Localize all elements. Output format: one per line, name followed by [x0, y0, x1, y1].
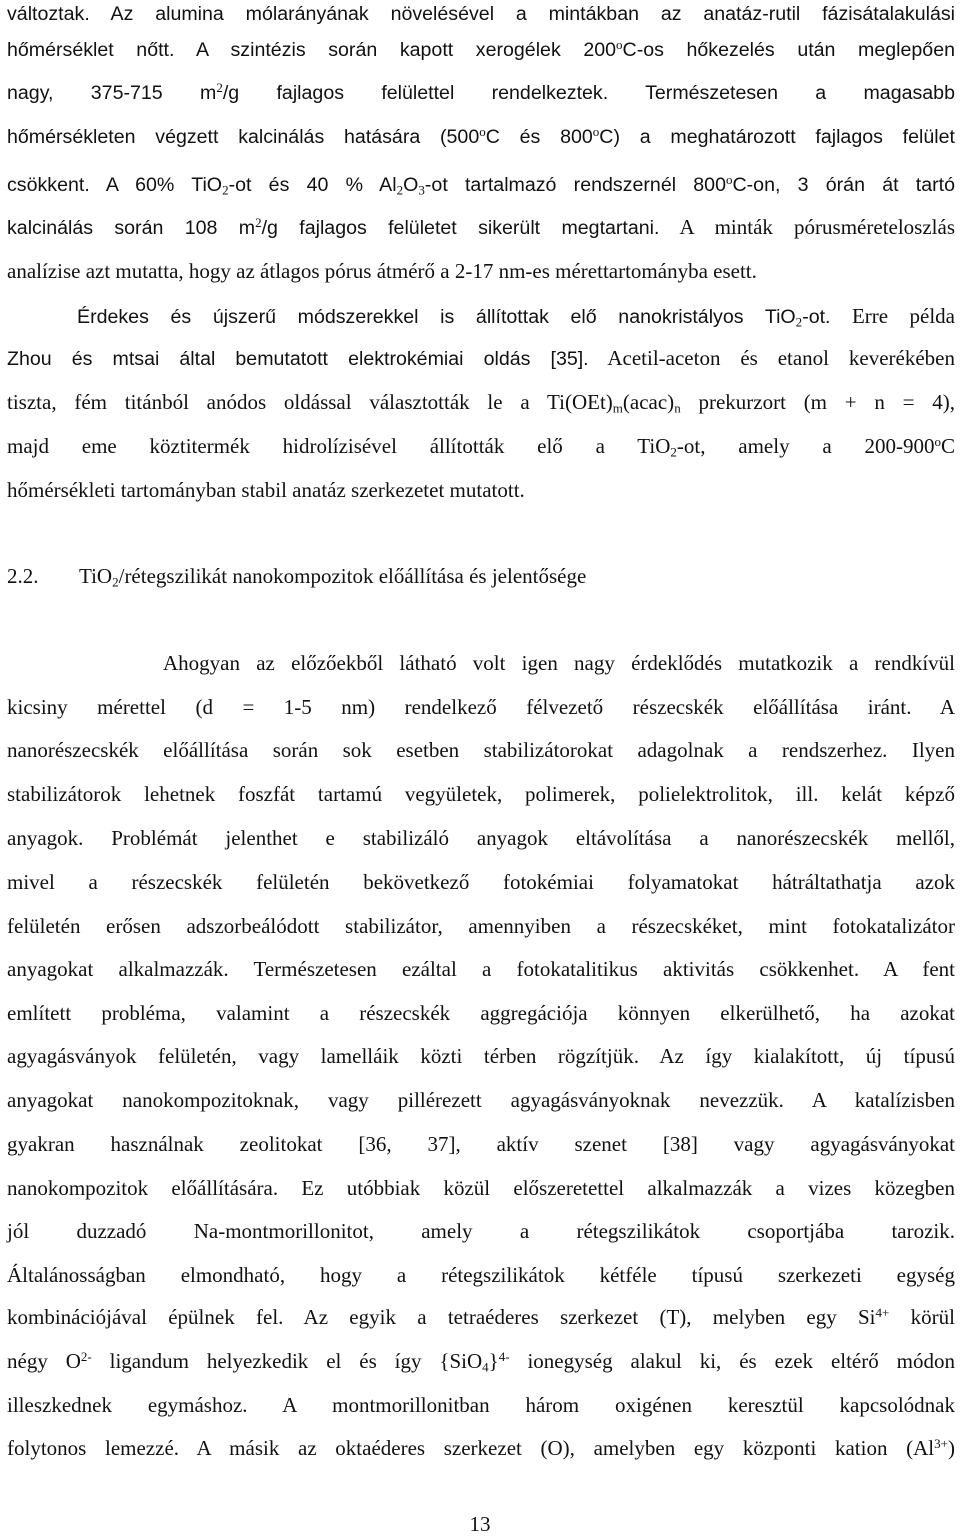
text-line [7, 477, 955, 503]
text-line [7, 36, 955, 63]
text-span: ionegység alakul ki, és ezek eltérő módon [509, 1349, 955, 1373]
text-span: analízise azt mutatta, hogy az átlagos pórus átmérő a 2-17 nm-es mérettartományba esett. [7, 259, 757, 283]
text-line [7, 1348, 955, 1374]
text-span: Ahogyan az előzőekből látható volt igen nagy érdeklődés mutatkozik a rendkívül [163, 651, 955, 675]
text-span: jól duzzadó Na-montmorillonitot, amely a rétegszilikátok csoportjába tarozik. [7, 1219, 955, 1243]
superscript: 4- [498, 1348, 510, 1364]
text-line [7, 0, 955, 27]
text-span: Természetesen a magasabb [608, 82, 955, 104]
text-span: hőmérsékleti tartományban stabil anatáz szerkezetet mutatott. [7, 478, 525, 502]
section-number: 2.2. [7, 564, 39, 588]
text-line [7, 694, 955, 720]
text-line [7, 1043, 955, 1069]
text-line [7, 869, 955, 895]
text-span: anyagokat alkalmazzák. Természetesen ezáltal a fotokatalitikus aktivitás csökkenhet. A fent [7, 957, 955, 981]
text-line [7, 214, 955, 241]
text-span: tiszta, fém titánból anódos oldással választották le a Ti(OEt) [7, 390, 613, 414]
text-span: -ot és 40 % Al [228, 174, 397, 196]
text-line [7, 389, 955, 415]
text-line [163, 650, 955, 676]
text-line [7, 781, 955, 807]
subscript: 4 [482, 1359, 489, 1375]
superscript: 4+ [875, 1304, 890, 1320]
text-line [7, 1392, 955, 1418]
text-line [7, 913, 955, 939]
subscript: 2 [222, 182, 229, 198]
text-span: illeszkednek egymáshoz. A montmorillonitban három oxigénen keresztül kapcsolódnak [7, 1393, 955, 1417]
text-line [7, 258, 955, 284]
section-heading [7, 563, 586, 589]
subscript: 2 [670, 444, 677, 460]
text-span: -ot, amely a 200-900 [676, 434, 935, 458]
text-span: C-os hőkezelés után meglepően [622, 39, 955, 61]
text-line [7, 345, 955, 372]
subscript: 2 [112, 574, 119, 590]
subscript: 2 [396, 182, 404, 198]
text-span: anyagokat nanokompozitoknak, vagy pillérezett agyagásványoknak nevezzük. A katalízisben [7, 1088, 955, 1112]
text-line [7, 825, 955, 851]
section-title: TiO [79, 564, 113, 588]
superscript: o [725, 171, 733, 187]
text-span: négy O [7, 1349, 81, 1373]
text-line [7, 737, 955, 763]
text-span: ligandum helyezkedik el és így {SiO [91, 1349, 483, 1373]
subscript: m [612, 400, 623, 416]
text-span: változtak. Az alumina mólarányának növelésével a mintákban az anatáz-rutil fázisátalakulási [7, 3, 955, 25]
text-line [7, 433, 955, 459]
text-span: gyakran használnak zeolitokat [36, 37], aktív szenet [38] vagy agyagásványokat [7, 1132, 955, 1156]
text-line [7, 1304, 955, 1330]
text-span: kicsiny mérettel (d = 1-5 nm) rendelkező félvezető részecskék előállítása iránt. A [7, 695, 955, 719]
text-span: anyagok. Problémát jelenthet e stabilizáló anyagok eltávolítása a nanorészecskék mellől, [7, 826, 955, 850]
text-span: agyagásványok felületén, vagy lamelláik közti térben rögzítjük. Az így kialakított, új típusú [7, 1044, 955, 1068]
text-span: kalcinálás során 108 m [7, 217, 256, 239]
text-span: említett probléma, valamint a részecskék aggregációja könnyen elkerülhető, ha azokat [7, 1001, 955, 1025]
text-line [77, 303, 955, 330]
superscript: 2 [255, 214, 262, 230]
superscript: o [934, 433, 941, 449]
superscript: o [592, 123, 600, 139]
text-span: O [403, 174, 419, 196]
text-line [7, 1131, 955, 1157]
text-line [7, 1435, 955, 1461]
text-span: (acac) [622, 390, 675, 414]
text-span: Érdekes és újszerű módszerekkel is állítottak elő nanokristályos TiO [77, 306, 796, 328]
text-span: körül [889, 1305, 955, 1329]
superscript: 2- [80, 1348, 92, 1364]
text-span: Zhou és mtsai által bemutatott elektrokémiai oldás [35]. [7, 348, 589, 370]
text-line [7, 1175, 955, 1201]
text-span: -ot. [802, 306, 831, 328]
superscript: 3+ [934, 1435, 948, 1451]
text-span: C) a meghatározott fajlagos felület [599, 126, 955, 148]
subscript: 3 [418, 182, 425, 198]
text-line [7, 1262, 955, 1288]
text-span: Acetil-aceton és etanol keverékében [588, 346, 955, 370]
text-span: /g fajlagos felülettel rendelkeztek. [222, 82, 609, 104]
text-span: folytonos lemezzé. A másik az oktaéderes szerkezet (O), amelyben egy központi kation (Al [7, 1436, 935, 1460]
text-line [7, 123, 955, 150]
text-line [7, 1000, 955, 1026]
text-span: stabilizátorok lehetnek foszfát tartamú vegyületek, polimerek, polielektrolitok, ill. kelát képző [7, 782, 955, 806]
text-span: /g fajlagos felületet sikerült megtartani. [261, 217, 660, 239]
text-span: Erre példa [830, 304, 955, 328]
text-span: kombinációjával épülnek fel. Az egyik a tetraéderes szerkezet (T), melyben egy Si [7, 1305, 876, 1329]
text-span: majd eme köztitermék hidrolízisével állították elő a TiO [7, 434, 671, 458]
text-span: nagy, 375-715 m [7, 82, 217, 104]
text-line [7, 956, 955, 982]
subscript: 2 [795, 314, 803, 330]
text-span: ) [948, 1436, 955, 1460]
text-line [7, 79, 955, 106]
text-span: C és 800 [485, 126, 593, 148]
text-line [7, 1218, 955, 1244]
text-span: felületén erősen adszorbeálódott stabilizátor, amennyiben a részecskéket, mint fotokatalizátor [7, 914, 955, 938]
text-span: nanokompozitok előállítására. Ez utóbbiak közül előszeretettel alkalmazzák a vizes közegben [7, 1176, 955, 1200]
text-span: } [488, 1349, 499, 1373]
text-span: hőmérséklet nőtt. A szintézis során kapott xerogélek 200 [7, 39, 617, 61]
text-span: prekurzort (m + n = 4), [680, 390, 956, 414]
section-title: /rétegszilikát nanokompozitok előállítása és jelentősége [118, 564, 587, 588]
text-line [7, 1087, 955, 1113]
text-span: A minták pórusméreteloszlás [659, 215, 956, 239]
superscript: 2 [216, 79, 223, 95]
page-number: 13 [469, 1512, 491, 1536]
text-span: csökkent. A 60% TiO [7, 174, 223, 196]
text-span: -ot tartalmazó rendszernél 800 [424, 174, 726, 196]
text-span: nanorészecskék előállítása során sok esetben stabilizátorokat adagolnak a rendszerhez. Ilyen [7, 738, 955, 762]
text-span: Általánosságban elmondható, hogy a rétegszilikátok kétféle típusú szerkezeti egység [7, 1263, 955, 1287]
text-span: mivel a részecskék felületén bekövetkező fotokémiai folyamatokat hátráltathatja azok [7, 870, 955, 894]
text-line [7, 171, 955, 198]
subscript: n [674, 400, 681, 416]
superscript: o [479, 123, 486, 139]
text-span: C [940, 434, 955, 458]
text-span: hőmérsékleten végzett kalcinálás hatására (500 [7, 126, 480, 148]
superscript: o [616, 36, 623, 52]
text-span: C-on, 3 órán át tartó [732, 174, 955, 196]
